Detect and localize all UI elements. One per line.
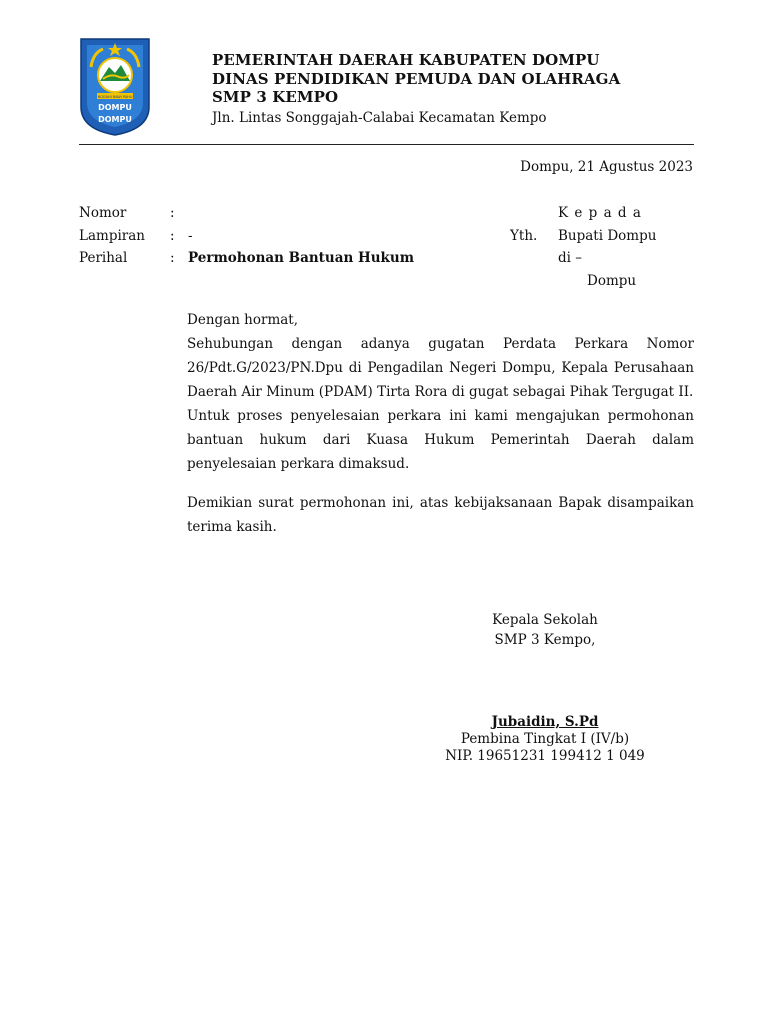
paragraph-3: Demikian surat permohonan ini, atas kebijaksanaan Bapak disampaikan terima kasih. xyxy=(187,495,694,535)
logo-motto: NGGAHI RAWI PAHU xyxy=(97,95,133,99)
addressee-name: Bupati Dompu xyxy=(558,228,657,244)
lampiran-value: - xyxy=(188,228,193,244)
lampiran-label: Lampiran xyxy=(79,228,145,244)
dompu-regency-logo xyxy=(79,37,151,137)
perihal-colon: : xyxy=(170,250,175,266)
signatory-nip: NIP. 19651231 199412 1 049 xyxy=(445,748,645,764)
lampiran-colon: : xyxy=(170,228,175,244)
letterhead-line-3: SMP 3 KEMPO xyxy=(212,88,339,106)
letterhead-divider xyxy=(79,144,694,145)
signature-position-block xyxy=(470,610,620,650)
perihal-value: Permohonan Bantuan Hukum xyxy=(188,250,414,266)
addressee-place: Dompu xyxy=(587,273,637,289)
letterhead-line-2: DINAS PENDIDIKAN PEMUDA DAN OLAHRAGA xyxy=(212,69,621,88)
signature-position: Kepala Sekolah xyxy=(492,612,598,628)
paragraph-1: Sehubungan dengan adanya gugatan Perdata Perkara Nomor 26/Pdt.G/2023/PN.Dpu di Pengadilan Negeri Dompu, Kepala Perusahaan Daerah Air Minum (PDAM) Tirta Rora di gugat sebagai Pihak Tergugat II. xyxy=(187,336,694,400)
letterhead-address: Jln. Lintas Songgajah-Calabai Kecamatan Kempo xyxy=(212,109,547,126)
logo-text-top: DOMPU xyxy=(98,103,132,112)
perihal-label: Perihal xyxy=(79,250,128,266)
addressee-kepada: K e p a d a xyxy=(558,205,642,221)
signatory-rank: Pembina Tingkat I (IV/b) xyxy=(460,731,630,747)
addressee-yth: Yth. xyxy=(510,228,538,244)
letterhead xyxy=(212,51,620,128)
nomor-colon: : xyxy=(170,205,175,221)
nomor-label: Nomor xyxy=(79,205,127,221)
paragraph-2: Untuk proses penyelesaian perkara ini kami mengajukan permohonan bantuan hukum dari Kuasa Hukum Pemerintah Daerah dalam penyelesaian perkara dimaksud. xyxy=(187,408,694,472)
letter-body xyxy=(187,308,694,539)
salutation: Dengan hormat, xyxy=(187,312,299,328)
addressee-di: di – xyxy=(558,250,583,266)
letter-date: Dompu, 21 Agustus 2023 xyxy=(520,159,693,175)
signature-name-block xyxy=(420,714,670,765)
logo-text-bottom: DOMPU xyxy=(98,115,132,124)
signatory-name: Jubaidin, S.Pd xyxy=(491,714,599,730)
signature-school: SMP 3 Kempo, xyxy=(494,632,596,648)
letterhead-line-1: PEMERINTAH DAERAH KABUPATEN DOMPU xyxy=(212,51,600,69)
